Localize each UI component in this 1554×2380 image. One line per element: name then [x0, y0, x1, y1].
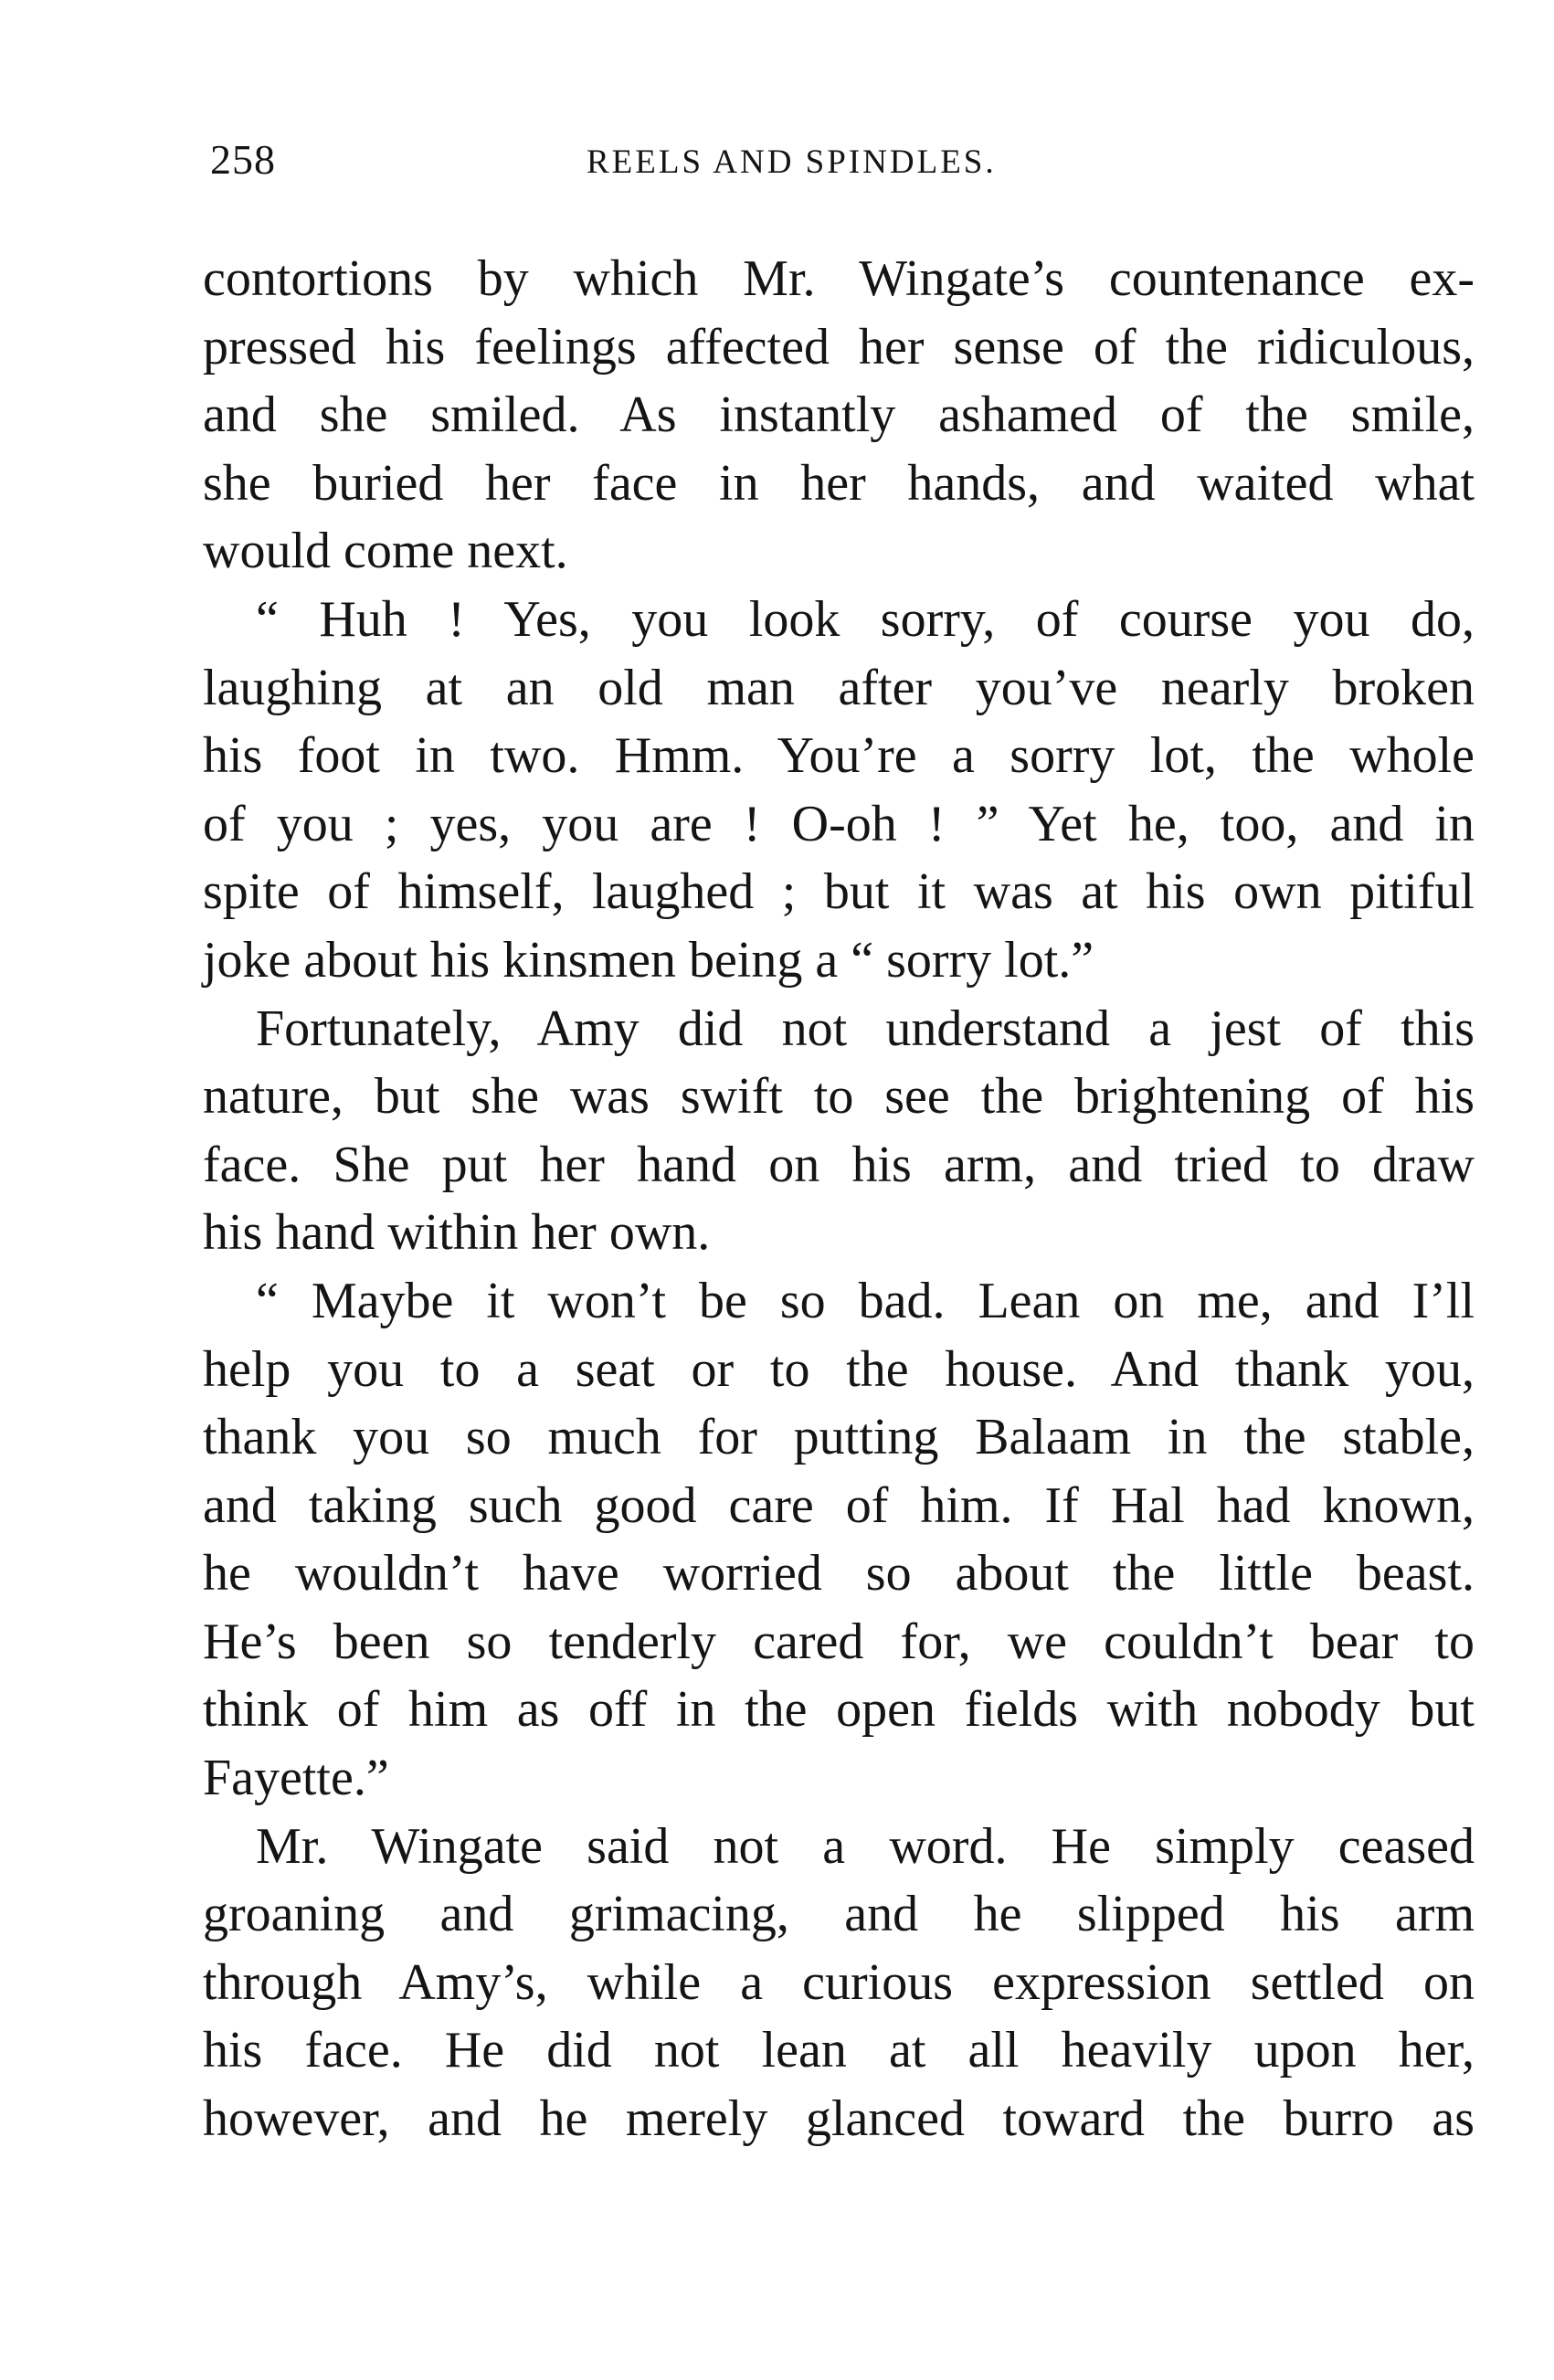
page-number: 258: [210, 136, 276, 183]
text-line: Fayette.”: [203, 1750, 389, 1807]
text-line: thank you so much for putting Balaam in the stable,: [203, 1409, 1475, 1466]
running-head-title: REELS AND SPINDLES.: [587, 143, 997, 181]
text-line: and she smiled. As instantly ashamed of the smile,: [203, 386, 1475, 444]
text-line: He’s been so tenderly cared for, we couldn’t bear to: [203, 1613, 1475, 1670]
text-line: think of him as off in the open fields with nobody but: [203, 1681, 1475, 1739]
text-line: of you ; yes, you are ! O-oh ! ” Yet he, too, and in: [203, 795, 1475, 852]
text-line: his foot in two. Hmm. You’re a sorry lot, the whole: [203, 727, 1475, 785]
text-line: face. She put her hand on his arm, and tried to draw: [203, 1136, 1475, 1193]
text-line: joke about his kinsmen being a “ sorry lot.”: [203, 931, 1094, 989]
text-line: however, and he merely glanced toward the burro as: [203, 2090, 1475, 2148]
text-line: spite of himself, laughed ; but it was at his own pitiful: [203, 863, 1475, 921]
text-line: pressed his feelings affected her sense of the ridiculous,: [203, 318, 1475, 376]
text-line: help you to a seat or to the house. And thank you,: [203, 1340, 1475, 1398]
text-line: his face. He did not lean at all heavily upon her,: [203, 2022, 1475, 2079]
text-line: through Amy’s, while a curious expression settled on: [203, 1953, 1475, 2011]
text-line: “ Huh ! Yes, you look sorry, of course you do,: [256, 590, 1475, 648]
text-line: would come next.: [203, 523, 568, 580]
text-line: she buried her face in her hands, and waited what: [203, 454, 1475, 512]
body-text: [203, 245, 1475, 2153]
text-line: his hand within her own.: [203, 1204, 711, 1262]
running-head: [203, 135, 1473, 190]
text-line: “ Maybe it won’t be so bad. Lean on me, and I’ll: [256, 1272, 1475, 1329]
text-line: and taking such good care of him. If Hal had known,: [203, 1476, 1475, 1534]
text-line: Mr. Wingate said not a word. He simply ceased: [256, 1817, 1475, 1875]
text-line: laughing at an old man after you’ve nearly broken: [203, 659, 1475, 716]
text-line: he wouldn’t have worried so about the little beast.: [203, 1545, 1475, 1603]
text-line: contortions by which Mr. Wingate’s countenance ex-: [203, 250, 1475, 307]
text-line: Fortunately, Amy did not understand a jest of this: [256, 1000, 1475, 1057]
text-line: groaning and grimacing, and he slipped his arm: [203, 1886, 1475, 1943]
text-line: nature, but she was swift to see the brightening of his: [203, 1068, 1475, 1126]
